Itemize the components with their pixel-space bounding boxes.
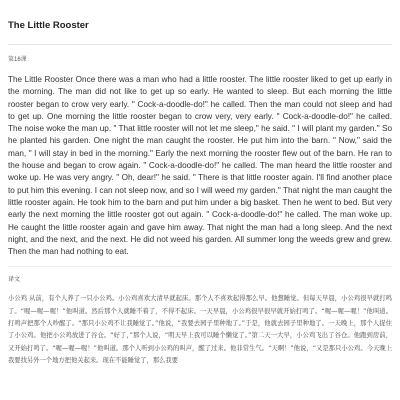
lesson-number: 第16课 — [8, 57, 27, 63]
translation-body: 小公鸡 从前，有个人养了一只小公鸡。小公鸡喜欢大清早就起床。那个人不喜欢起得那么早。他想睡觉。但每天早晨，小公鸡很早就打鸣了。“喔—喔—喔！”他叫道。然后那个人就睡不着了，不得不起床。一天早晨，小公鸡很早很早就开始打鸣了。“喔—喔—喔！”他叫道。打鸣声把那个人吵醒了。“那只小公鸡不让我睡觉了。”他说，“我要去园子里种地了。”于是，他就去园子里种地了。一天晚上，那个人捉住了小公鸡。他把小公鸡放进了谷仓。“好了，”那个人说，“明天早上我可以睡个懒觉了。”第二天一大早，小公鸡飞出了谷仓。他跑到房前，又开始打鸣了。“喔—喔—喔！”他叫道。那个人听到小公鸡的叫声，醒了过来。他非常生气。“天啊！”他说，“又是那只小公鸡。今天晚上我要找另外一个地方把他关起来。现在不能睡觉了，那么我要 — [8, 295, 392, 364]
translation-heading: 译文 — [8, 277, 21, 284]
translation-divider — [8, 266, 392, 267]
title-divider — [8, 44, 392, 45]
page-title: The Little Rooster — [8, 20, 89, 31]
article-body: The Little Rooster Once there was a man who had a little rooster. The little rooster liked to get up early in the morning. The man did not like to get up so early. He wanted to sleep. But each morning the little rooster began to crow very early. " Cock-a-doodle-do!" he called. Then the man could not sleep and had to get up. One morning the little rooster began to crow very, very early. " Cock-a-doodle-do!" he called. The noise woke the man up. " That little rooster will not let me sleep," he said. " I will plant my garden." So he planted his garden. One night the man caught the rooster. He put him into the barn. " Now," said the man, " I will stay in bed in the morning." Early the next morning the rooster flew out of the barn. He ran to the house and began to crow again. " Cock-a-doodle-do!" he called. The man heard the little rooster and woke up. He was very angry. " Oh, dear!" he said. " There is that little rooster again. I'll find another place to put him this evening. I can not sleep now, and so I will weed my garden." That night the man caught the little rooster again. He took him to the barn and put him under a big basket. Then he went to bed. But very early the next morning the little rooster got out again. " Cock-a-doodle-do!" he called. The man woke up. He caught the little rooster again and gave him away. That night the man had a long sleep. And the next night, and the next, and the next. He did not weed his garden. All summer long the weeds grew and grew. Then the man had nothing to eat. — [8, 75, 392, 257]
